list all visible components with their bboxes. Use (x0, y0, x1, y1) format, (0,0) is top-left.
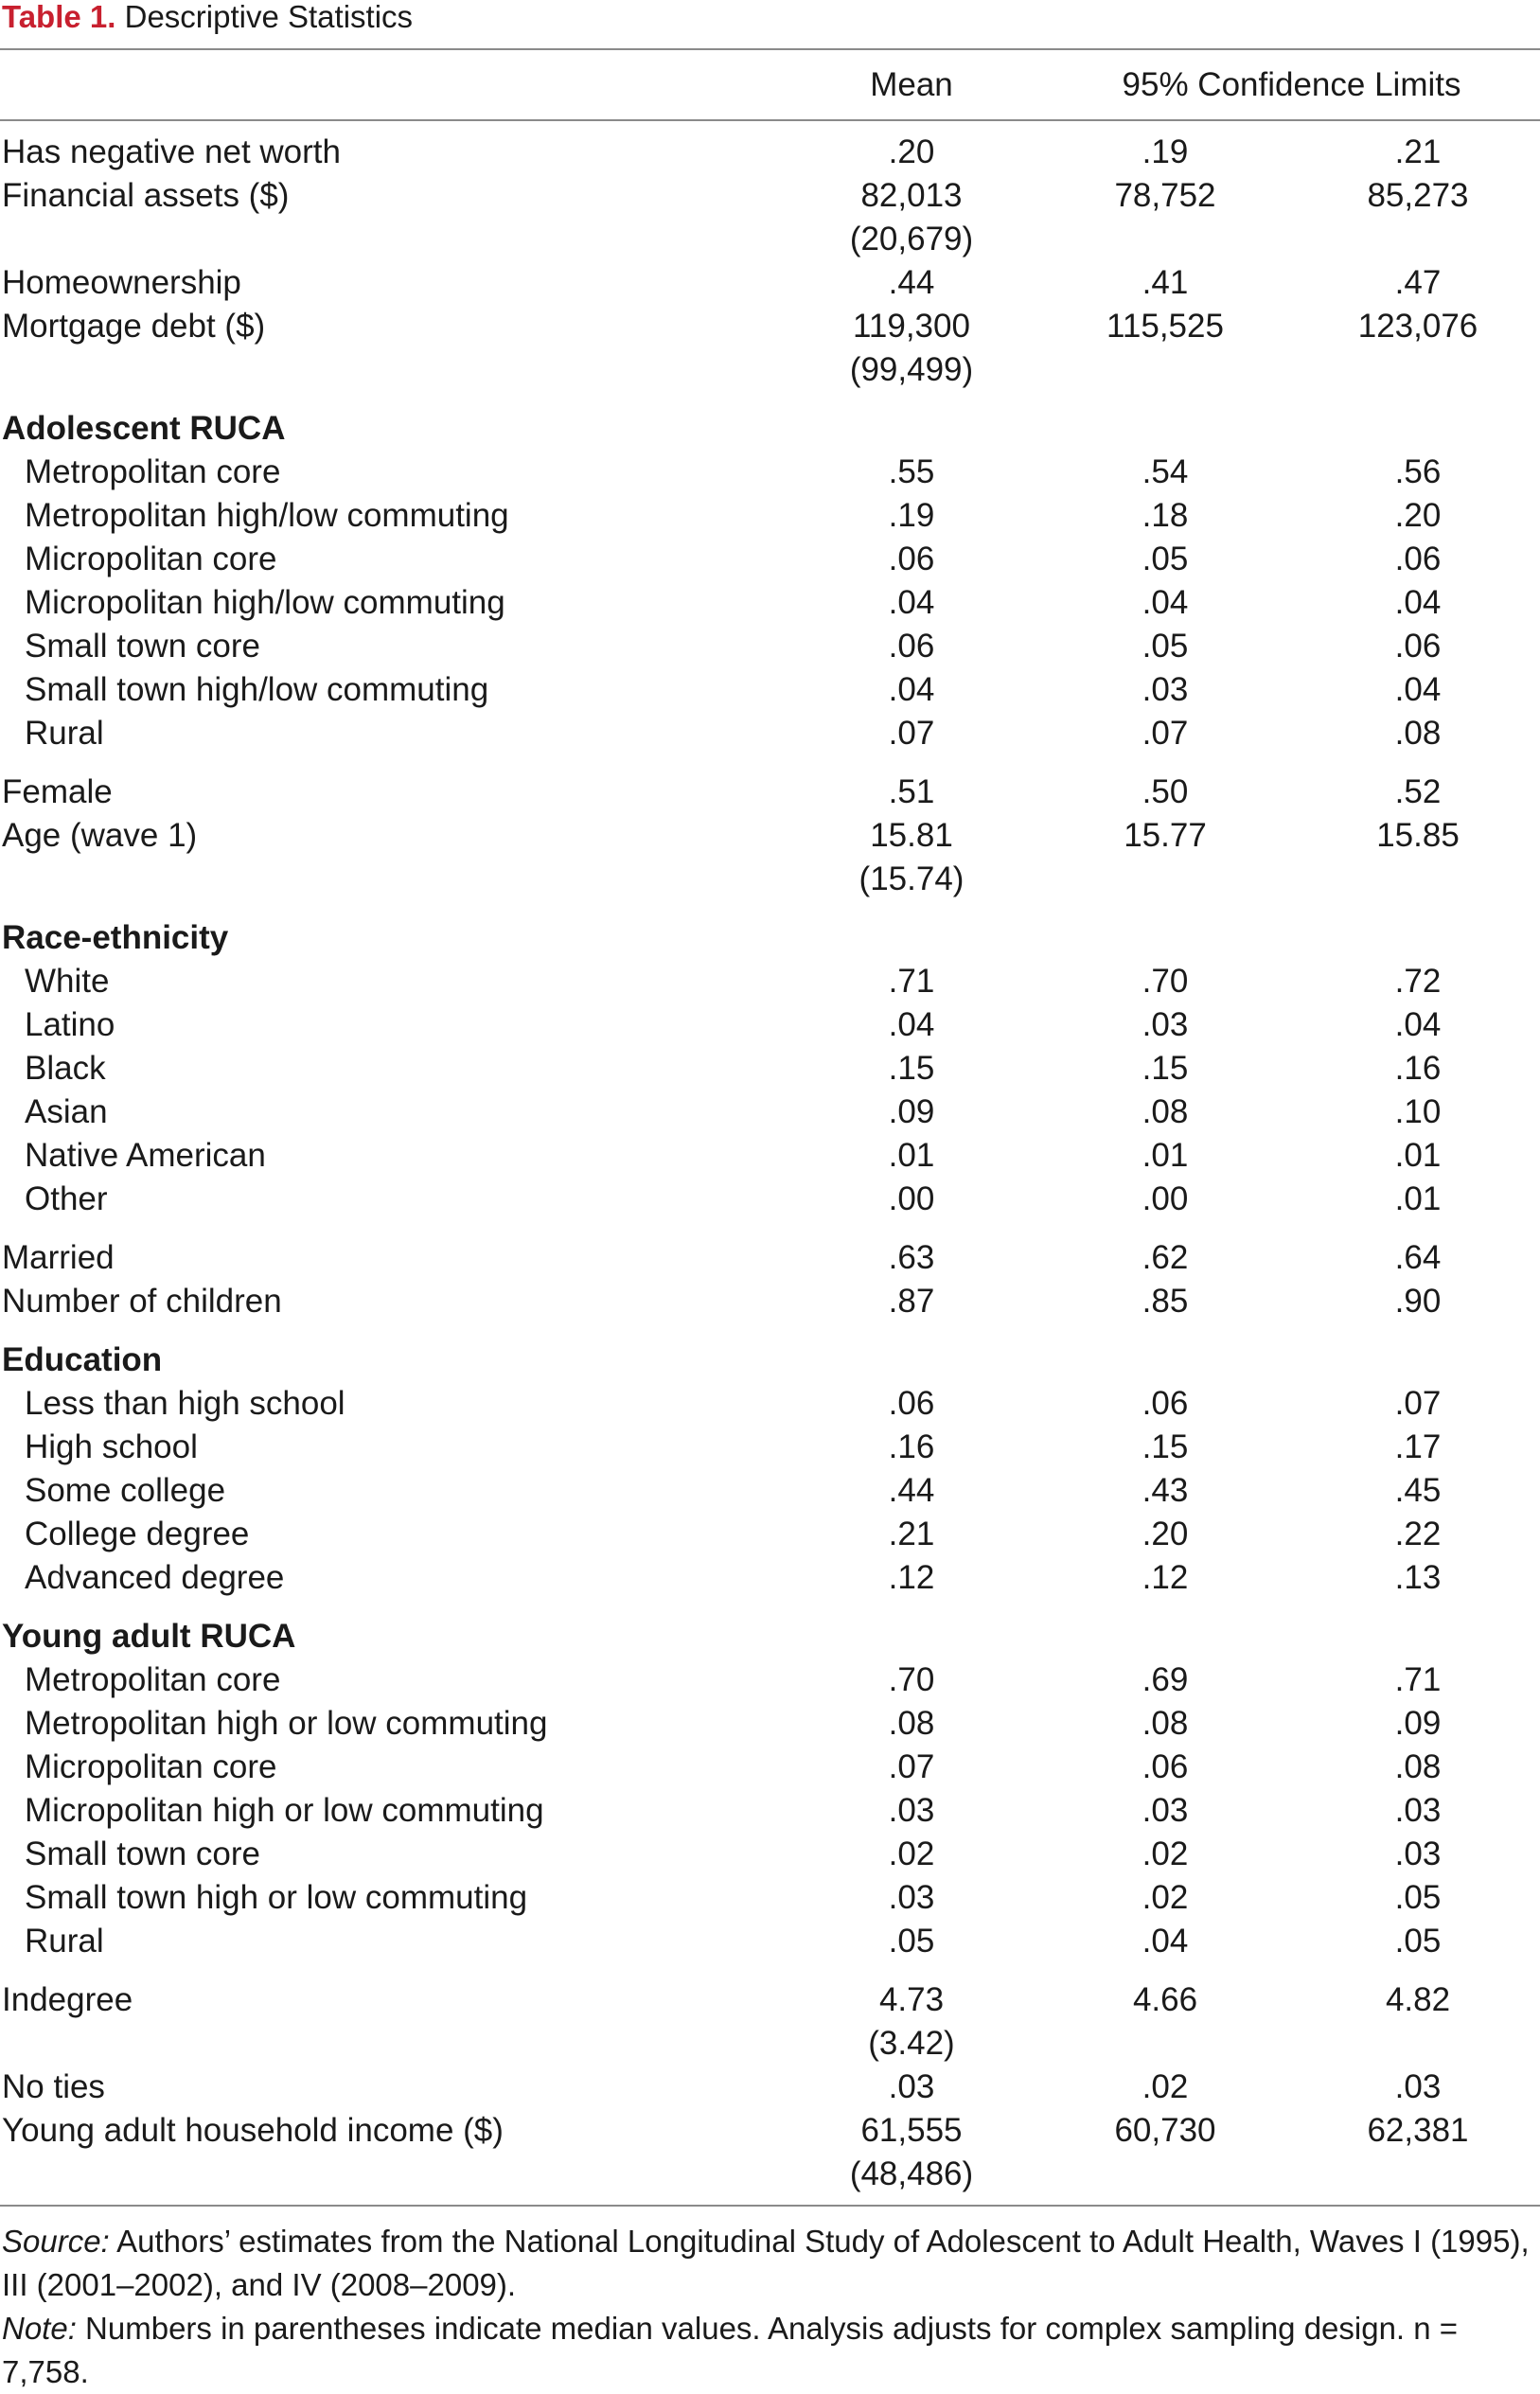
row-label: College degree (25, 1516, 250, 1552)
mean-cell: .03 (888, 1879, 935, 1916)
mean-cell: 82,013 (860, 177, 963, 214)
table-row (0, 1556, 1540, 1600)
source-note (2, 2220, 1537, 2307)
table-row (0, 1426, 1540, 1469)
row-label: Micropolitan high or low commuting (25, 1792, 544, 1829)
table-row (0, 261, 1540, 305)
mean-cell: .55 (888, 453, 935, 490)
median-row (0, 2153, 1540, 2196)
upper-limit-cell: .06 (1394, 628, 1442, 665)
lower-limit-cell: .08 (1142, 1093, 1189, 1130)
group-label: Adolescent RUCA (2, 410, 286, 447)
table-row (0, 581, 1540, 625)
row-label: No ties (2, 2068, 105, 2105)
lower-limit-cell: .12 (1142, 1559, 1189, 1596)
row-label: Financial assets ($) (2, 177, 290, 214)
mean-cell: .06 (888, 541, 935, 577)
table-row (0, 1978, 1540, 2022)
row-label: Other (25, 1180, 108, 1217)
upper-limit-cell: .06 (1394, 541, 1442, 577)
row-label: Metropolitan high/low commuting (25, 497, 509, 534)
lower-limit-cell: .54 (1142, 453, 1189, 490)
table-row (0, 1091, 1540, 1134)
lower-limit-cell: 15.77 (1124, 817, 1207, 854)
table-row (0, 625, 1540, 668)
upper-limit-cell: .04 (1394, 1006, 1442, 1043)
lower-limit-cell: .15 (1142, 1050, 1189, 1087)
upper-limit-cell: .20 (1394, 497, 1442, 534)
mean-cell: .03 (888, 2068, 935, 2105)
row-label: High school (25, 1428, 198, 1465)
lower-limit-cell: .19 (1142, 133, 1189, 170)
lower-limit-cell: .43 (1142, 1472, 1189, 1509)
lower-limit-cell: .03 (1142, 671, 1189, 708)
mean-cell: (15.74) (859, 860, 965, 897)
lower-limit-cell: .06 (1142, 1385, 1189, 1422)
upper-limit-cell: .08 (1394, 1748, 1442, 1785)
row-label: Married (2, 1239, 115, 1276)
mean-cell: .01 (888, 1137, 935, 1174)
upper-limit-cell: .52 (1394, 773, 1442, 810)
table-row (0, 131, 1540, 174)
upper-limit-cell: 15.85 (1376, 817, 1460, 854)
mean-cell: .44 (888, 264, 935, 301)
upper-limit-cell: 85,273 (1367, 177, 1469, 214)
lower-limit-cell: 115,525 (1106, 308, 1224, 345)
row-label: Metropolitan core (25, 453, 281, 490)
column-header-mean: Mean (870, 66, 953, 103)
upper-limit-cell: .09 (1394, 1705, 1442, 1742)
lower-limit-cell: .70 (1142, 963, 1189, 1000)
mean-cell: (99,499) (849, 351, 974, 388)
row-label: Indegree (2, 1981, 133, 2018)
mean-cell: .70 (888, 1661, 935, 1698)
median-row (0, 348, 1540, 392)
source-label: Source: (2, 2224, 110, 2259)
group-header-row (0, 916, 1540, 960)
table-row (0, 814, 1540, 858)
table-row (0, 1746, 1540, 1789)
mean-cell: .51 (888, 773, 935, 810)
row-label: Has negative net worth (2, 133, 341, 170)
mean-cell: 4.73 (878, 1981, 945, 2018)
mean-cell: (48,486) (849, 2155, 974, 2192)
table-row (0, 1047, 1540, 1091)
group-label: Young adult RUCA (2, 1618, 296, 1655)
mean-cell: .07 (888, 1748, 935, 1785)
row-label: Mortgage debt ($) (2, 308, 266, 345)
table-row (0, 1920, 1540, 1963)
mean-cell: .16 (888, 1428, 935, 1465)
mean-cell: (3.42) (868, 2025, 955, 2062)
table-row (0, 668, 1540, 712)
group-header-row (0, 1339, 1540, 1382)
lower-limit-cell: .15 (1142, 1428, 1189, 1465)
median-row (0, 2022, 1540, 2066)
row-label: Advanced degree (25, 1559, 285, 1596)
upper-limit-cell: .05 (1394, 1923, 1442, 1960)
lower-limit-cell: 4.66 (1132, 1981, 1198, 2018)
row-label: Micropolitan core (25, 541, 277, 577)
lower-limit-cell: .04 (1142, 584, 1189, 621)
upper-limit-cell: 62,381 (1367, 2112, 1469, 2149)
row-label: Number of children (2, 1283, 282, 1320)
row-label: Micropolitan high/low commuting (25, 584, 505, 621)
lower-limit-cell: .69 (1142, 1661, 1189, 1698)
table-row (0, 1702, 1540, 1746)
row-label: Micropolitan core (25, 1748, 277, 1785)
table-row (0, 712, 1540, 755)
group-label: Education (2, 1341, 163, 1378)
median-row (0, 218, 1540, 261)
upper-limit-cell: .17 (1394, 1428, 1442, 1465)
upper-limit-cell: .03 (1394, 1792, 1442, 1829)
mean-cell: .87 (888, 1283, 935, 1320)
table-row (0, 538, 1540, 581)
upper-limit-cell: .04 (1394, 584, 1442, 621)
row-label: Metropolitan high or low commuting (25, 1705, 548, 1742)
median-row (0, 858, 1540, 901)
note-text-block (2, 2307, 1537, 2394)
mean-cell: .00 (888, 1180, 935, 1217)
lower-limit-cell: .08 (1142, 1705, 1189, 1742)
lower-limit-cell: .06 (1142, 1748, 1189, 1785)
mean-cell: .21 (888, 1516, 935, 1552)
lower-limit-cell: .05 (1142, 541, 1189, 577)
row-label: Rural (25, 1923, 104, 1960)
row-label: Black (25, 1050, 106, 1087)
upper-limit-cell: .05 (1394, 1879, 1442, 1916)
mean-cell: (20,679) (849, 221, 974, 257)
source-text: Authors’ estimates from the National Longitudinal Study of Adolescent to Adult Health, Waves I (1995), III (2001–2002), and IV (2008–2009). (2, 2224, 1530, 2302)
upper-limit-cell: .47 (1394, 264, 1442, 301)
row-label: Small town core (25, 1835, 260, 1872)
row-label: Small town core (25, 628, 260, 665)
row-label: White (25, 963, 110, 1000)
upper-limit-cell: .04 (1394, 671, 1442, 708)
mean-cell: .44 (888, 1472, 935, 1509)
lower-limit-cell: .02 (1142, 1835, 1189, 1872)
top-rule (0, 48, 1540, 50)
table-row (0, 1280, 1540, 1323)
mean-cell: .04 (888, 584, 935, 621)
upper-limit-cell: .21 (1394, 133, 1442, 170)
upper-limit-cell: .13 (1394, 1559, 1442, 1596)
table-row (0, 1469, 1540, 1513)
row-label: Female (2, 773, 113, 810)
upper-limit-cell: 123,076 (1357, 308, 1478, 345)
upper-limit-cell: 4.82 (1385, 1981, 1451, 2018)
row-label: Small town high/low commuting (25, 671, 489, 708)
table-row (0, 1876, 1540, 1920)
lower-limit-cell: .50 (1142, 773, 1189, 810)
lower-limit-cell: .18 (1142, 497, 1189, 534)
upper-limit-cell: .10 (1394, 1093, 1442, 1130)
upper-limit-cell: .07 (1394, 1385, 1442, 1422)
row-label: Rural (25, 715, 104, 752)
upper-limit-cell: .72 (1394, 963, 1442, 1000)
lower-limit-cell: .04 (1142, 1923, 1189, 1960)
row-label: Latino (25, 1006, 115, 1043)
group-label: Race-ethnicity (2, 919, 229, 956)
lower-limit-cell: .01 (1142, 1137, 1189, 1174)
table-row (0, 1236, 1540, 1280)
row-label: Less than high school (25, 1385, 345, 1422)
row-label: Age (wave 1) (2, 817, 198, 854)
mean-cell: .15 (888, 1050, 935, 1087)
upper-limit-cell: .16 (1394, 1050, 1442, 1087)
lower-limit-cell: .03 (1142, 1006, 1189, 1043)
table-caption (2, 0, 413, 34)
group-header-row (0, 1615, 1540, 1658)
mean-cell: 15.81 (870, 817, 953, 854)
mean-cell: .09 (888, 1093, 935, 1130)
row-label: Some college (25, 1472, 226, 1509)
note-text: Numbers in parentheses indicate median values. Analysis adjusts for complex sampling design. n = 7,758. (2, 2311, 1459, 2389)
mean-cell: .03 (888, 1792, 935, 1829)
mean-cell: .12 (888, 1559, 935, 1596)
table-row (0, 1134, 1540, 1178)
lower-limit-cell: .05 (1142, 628, 1189, 665)
row-label: Young adult household income ($) (2, 2112, 504, 2149)
row-label: Small town high or low commuting (25, 1879, 528, 1916)
table-title: Descriptive Statistics (124, 0, 414, 34)
mean-cell: .06 (888, 628, 935, 665)
upper-limit-cell: .56 (1394, 453, 1442, 490)
lower-limit-cell: .62 (1142, 1239, 1189, 1276)
row-label: Asian (25, 1093, 108, 1130)
row-label: Metropolitan core (25, 1661, 281, 1698)
row-label: Homeownership (2, 264, 241, 301)
mean-cell: .20 (888, 133, 935, 170)
table-row (0, 1833, 1540, 1876)
mean-cell: .06 (888, 1385, 935, 1422)
header-rule (0, 119, 1540, 121)
column-header-confidence-limits: 95% Confidence Limits (1122, 66, 1461, 103)
upper-limit-cell: .01 (1394, 1137, 1442, 1174)
table-row (0, 1658, 1540, 1702)
lower-limit-cell: .03 (1142, 1792, 1189, 1829)
mean-cell: .19 (888, 497, 935, 534)
table-row (0, 305, 1540, 348)
table-row (0, 451, 1540, 494)
mean-cell: .02 (888, 1835, 935, 1872)
mean-cell: 61,555 (860, 2112, 963, 2149)
lower-limit-cell: .20 (1142, 1516, 1189, 1552)
table-row (0, 1178, 1540, 1221)
table-row (0, 960, 1540, 1003)
mean-cell: .07 (888, 715, 935, 752)
table-notes (2, 2220, 1537, 2394)
group-header-row (0, 407, 1540, 451)
table-row (0, 1789, 1540, 1833)
upper-limit-cell: .71 (1394, 1661, 1442, 1698)
upper-limit-cell: .08 (1394, 715, 1442, 752)
table-row (0, 2109, 1540, 2153)
mean-cell: .04 (888, 1006, 935, 1043)
lower-limit-cell: .41 (1142, 264, 1189, 301)
table-row (0, 2066, 1540, 2109)
table-row (0, 771, 1540, 814)
lower-limit-cell: .85 (1142, 1283, 1189, 1320)
mean-cell: .05 (888, 1923, 935, 1960)
note-label: Note: (2, 2311, 77, 2346)
table-row (0, 1003, 1540, 1047)
bottom-rule (0, 2205, 1540, 2207)
lower-limit-cell: .02 (1142, 2068, 1189, 2105)
table-row (0, 494, 1540, 538)
mean-cell: .04 (888, 671, 935, 708)
table-row (0, 1513, 1540, 1556)
lower-limit-cell: .02 (1142, 1879, 1189, 1916)
table-number: Table 1. (2, 0, 116, 34)
mean-cell: .71 (888, 963, 935, 1000)
upper-limit-cell: .03 (1394, 2068, 1442, 2105)
lower-limit-cell: 60,730 (1114, 2112, 1216, 2149)
mean-cell: 119,300 (853, 308, 970, 345)
lower-limit-cell: 78,752 (1114, 177, 1216, 214)
table-row (0, 1382, 1540, 1426)
mean-cell: .08 (888, 1705, 935, 1742)
upper-limit-cell: .01 (1394, 1180, 1442, 1217)
lower-limit-cell: .07 (1142, 715, 1189, 752)
upper-limit-cell: .03 (1394, 1835, 1442, 1872)
upper-limit-cell: .22 (1394, 1516, 1442, 1552)
row-label: Native American (25, 1137, 266, 1174)
lower-limit-cell: .00 (1142, 1180, 1189, 1217)
mean-cell: .63 (888, 1239, 935, 1276)
table-row (0, 174, 1540, 218)
upper-limit-cell: .64 (1394, 1239, 1442, 1276)
upper-limit-cell: .45 (1394, 1472, 1442, 1509)
upper-limit-cell: .90 (1394, 1283, 1442, 1320)
